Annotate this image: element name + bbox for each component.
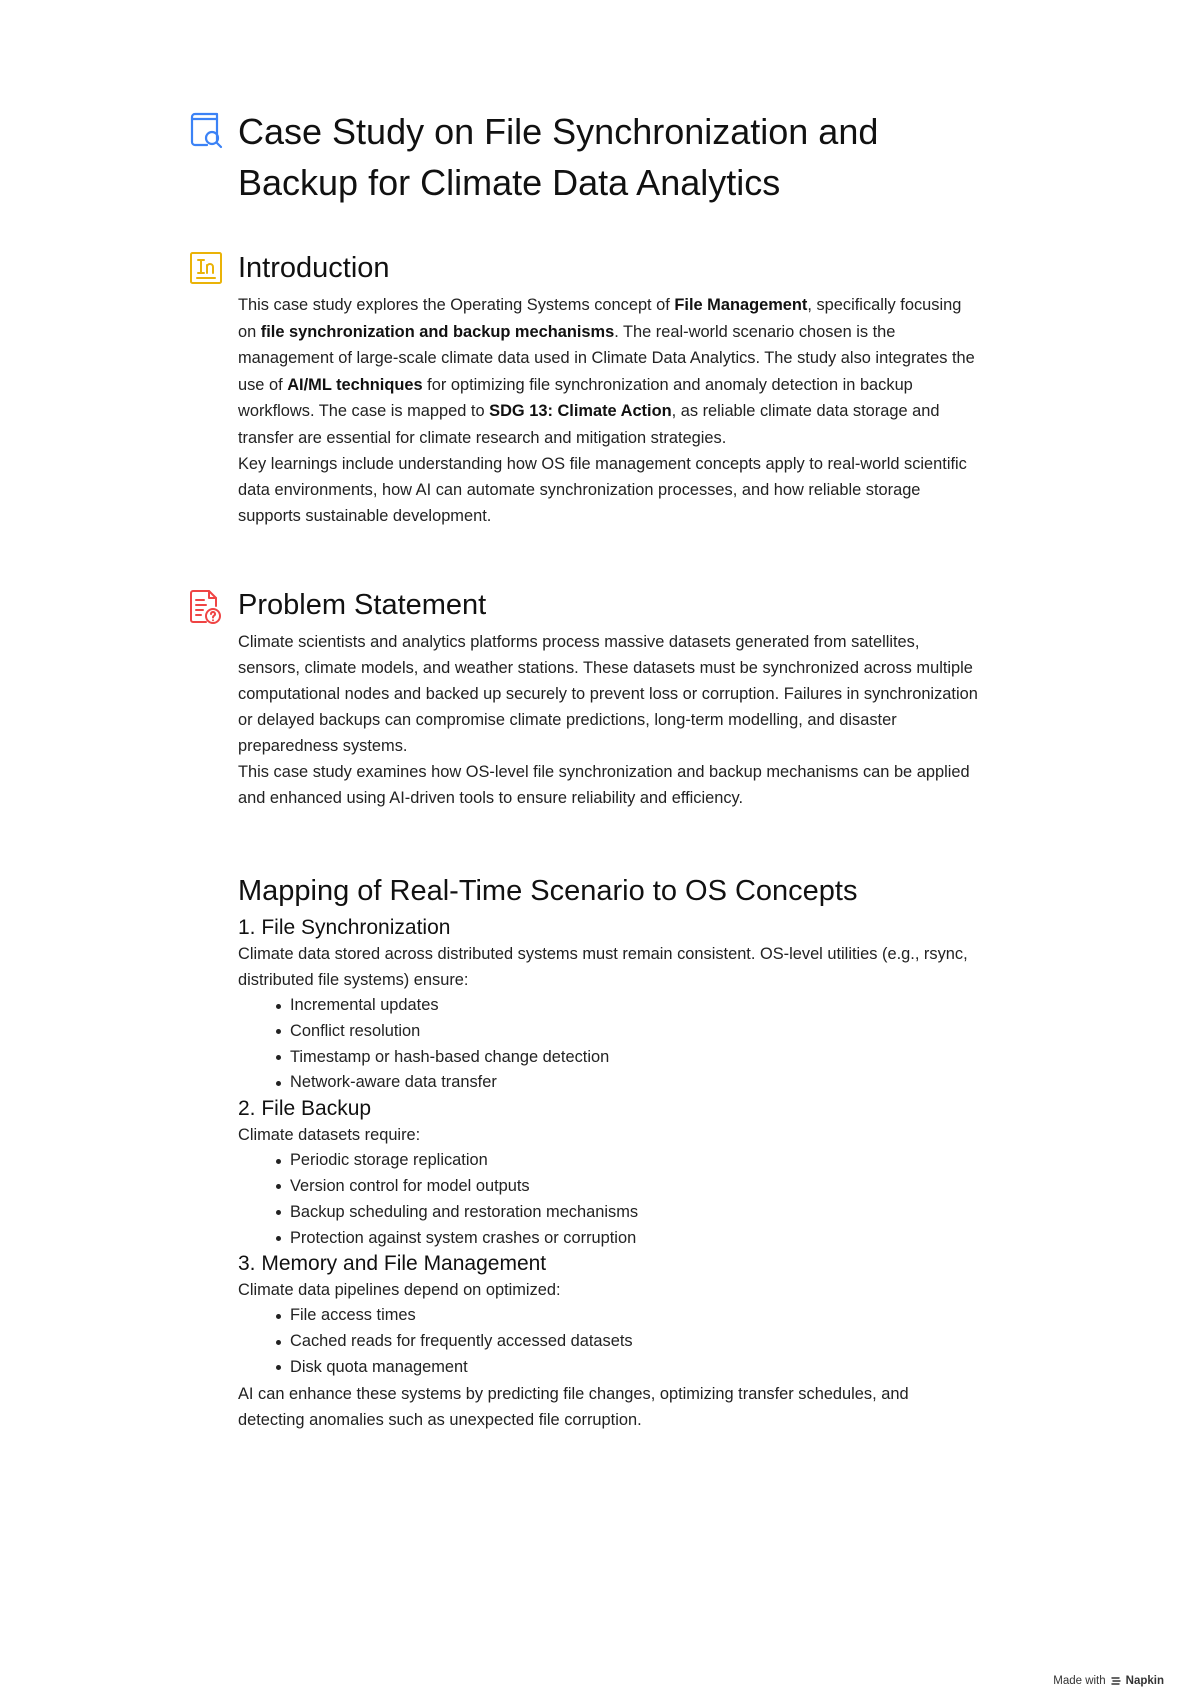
mapping-conclusion: AI can enhance these systems by predicting file changes, optimizing transfer schedules, and detecting anomalies such as unexpected file corruption. [238,1384,909,1429]
emphasis-ai-ml: AI/ML techniques [287,375,423,394]
list-item: Backup scheduling and restoration mechanisms [290,1200,998,1226]
subsection-title: 2. File Backup [238,1097,372,1121]
list-item: Cached reads for frequently accessed datasets [290,1329,998,1355]
mapping-heading: Mapping of Real-Time Scenario to OS Concepts [238,875,858,907]
subsection-title: 3. Memory and File Management [238,1252,547,1276]
problem-heading: Problem Statement [238,589,487,621]
intro-paragraph-1: This case study explores the Operating Systems concept of File Management, specifically focusing on file synchronization and backup mechanisms. The real-world scenario chosen is the management of large-scale climate data used in Climate Data Analytics. The study also integrates the use of AI/ML techniques for optimizing file synchronization and anomaly detection in backup workflows. The case is mapped to SDG 13: Climate Action, as reliable climate data storage and transfer are essential for climate research and mitigation strategies. [238,296,975,447]
emphasis-sync-backup: file synchronization and backup mechanisms [260,322,615,341]
problem-section [238,629,998,811]
mapping-subsection-1 [238,915,998,1096]
mapping-section [238,915,998,1433]
emphasis-sdg-13: SDG 13: Climate Action [489,402,672,420]
list-item: Periodic storage replication [290,1148,998,1174]
emphasis-file-management: File Management [674,296,808,314]
bullet-list [238,993,998,1096]
made-with-napkin-footer [1053,1675,1164,1687]
intro-section [238,292,998,529]
document-question-icon [186,588,224,626]
subsection-intro: Climate data pipelines depend on optimized: [238,1281,561,1300]
napkin-brand: Napkin [1125,1675,1164,1687]
mapping-subsection-3 [238,1251,998,1380]
subsection-intro: Climate datasets require: [238,1126,421,1145]
mapping-subsection-2 [238,1096,998,1251]
intro-paragraph-2: Key learnings include understanding how OS file management concepts apply to real-world scientific data environments, how AI can automate synchronization processes, and how reliable storage supports sustainable development. [238,455,967,525]
list-item: Incremental updates [290,993,998,1019]
subsection-title: 1. File Synchronization [238,916,451,939]
page-title: Case Study on File Synchronization and Backup for Climate Data Analytics [238,111,879,203]
list-item: Network-aware data transfer [290,1070,998,1096]
bullet-list [238,1303,998,1380]
list-item: Disk quota management [290,1355,998,1381]
problem-paragraph-1: Climate scientists and analytics platforms process massive datasets generated from satellites, sensors, climate models, and weather stations. These datasets must be synchronized across multiple computational nodes and backed up securely to prevent loss or corruption. Failures in synchronization or delayed backups can compromise climate predictions, long-term modelling, and disaster preparedness systems. [238,633,978,755]
subsection-intro: Climate data stored across distributed systems must remain consistent. OS-level utilities (e.g., rsync, distributed file systems) ensure: [238,945,968,989]
list-item: Protection against system crashes or corruption [290,1226,998,1252]
intro-heading: Introduction [238,252,390,284]
list-item: Version control for model outputs [290,1174,998,1200]
napkin-logo-icon [1110,1675,1122,1687]
intro-icon [188,250,224,286]
list-item: Timestamp or hash-based change detection [290,1045,998,1071]
made-with-label: Made with [1053,1675,1106,1687]
list-item: Conflict resolution [290,1019,998,1045]
bullet-list [238,1148,998,1251]
book-search-icon [186,110,226,150]
list-item: File access times [290,1303,998,1329]
problem-paragraph-2: This case study examines how OS-level file synchronization and backup mechanisms can be applied and enhanced using AI-driven tools to ensure reliability and efficiency. [238,763,970,807]
